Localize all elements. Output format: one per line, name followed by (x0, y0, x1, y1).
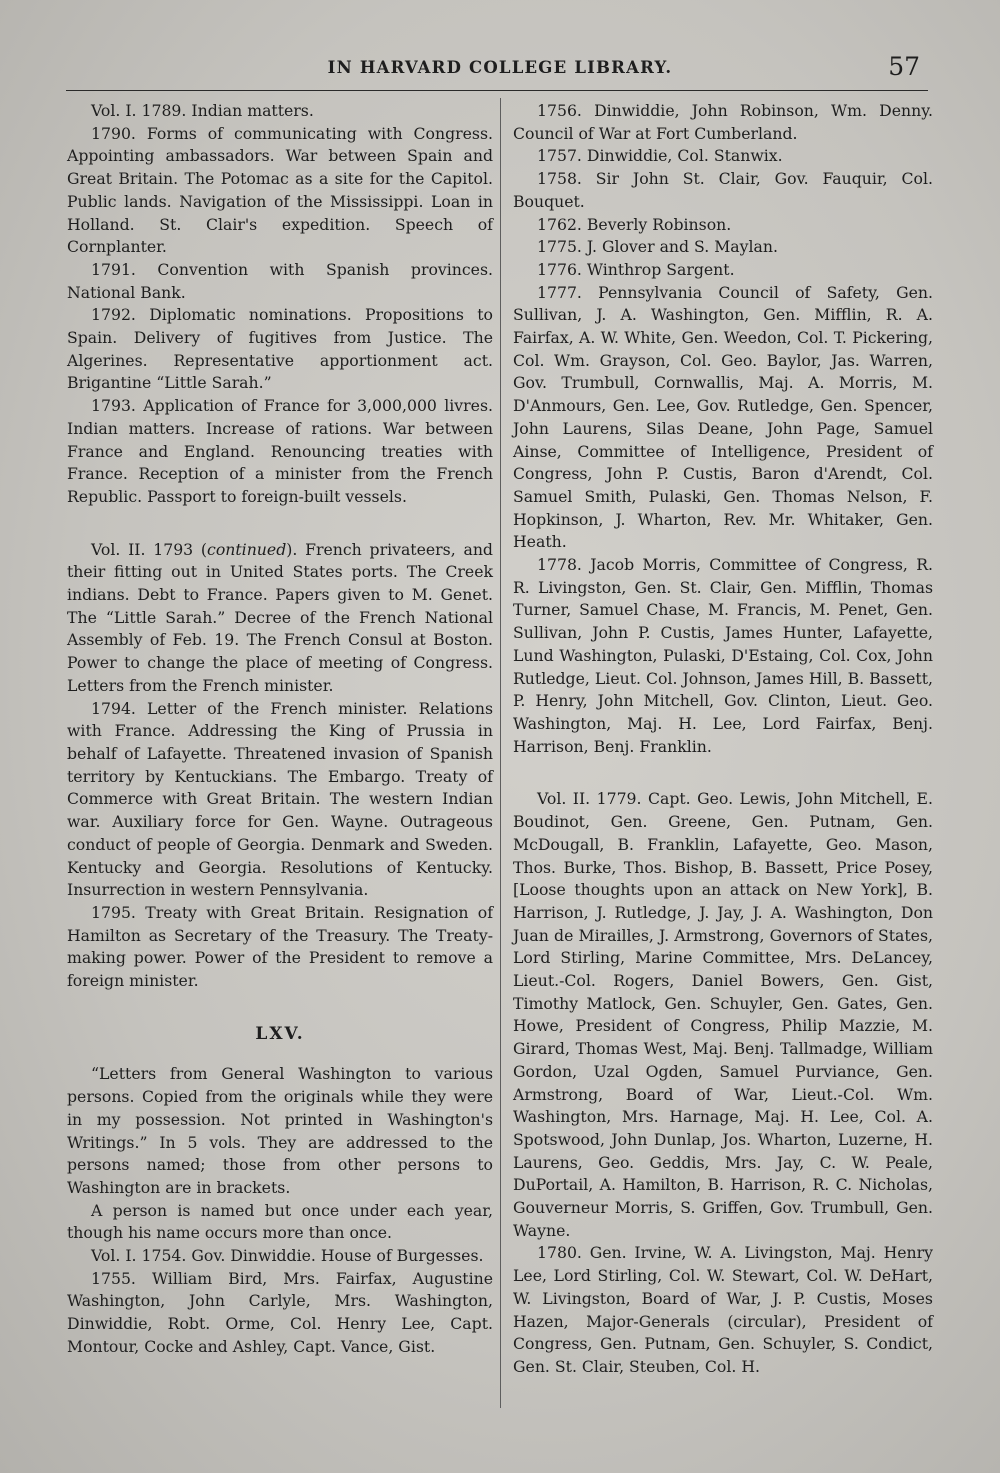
paragraph: 1793. Application of France for 3,000,000 livres. Indian matters. Increase of rations. War between France and England. Renouncing treaties with France. Reception of a minister from the French Republic. Passport to foreign-built vessels. (67, 396, 493, 506)
paragraph: 1790. Forms of communicating with Congress. Appointing ambassadors. War between Spain and Great Britain. The Potomac as a site for the Capitol. Public lands. Navigation of the Mississippi. Loan in Holland. St. Clair's expedition. Speech of Cornplanter. (67, 123, 493, 257)
running-head: IN HARVARD COLLEGE LIBRARY. (327, 58, 673, 77)
paragraph: 1780. Gen. Irvine, W. A. Livingston, Maj. Henry Lee, Lord Stirling, Col. W. Stewart, Col. W. DeHart, W. Livingston, Board of War, J. P. Custis, Moses Hazen, Major-Generals (circular), President of Congress, Gen. Putnam, Gen. Schuyler, S. Condict, Gen. St. Clair, Steuben, Col. H. (513, 1243, 933, 1376)
paragraph: 1755. William Bird, Mrs. Fairfax, Augustine Washington, John Carlyle, Mrs. Washington, Dinwiddie, Robt. Orme, Col. Henry Lee, Capt. Montour, Cocke and Ashley, Capt. Vance, Gist. (67, 1268, 493, 1356)
page-header (60, 52, 940, 86)
paragraph: 1762. Beverly Robinson. (537, 214, 732, 234)
paragraph (67, 539, 493, 698)
text-run: Vol. II. 1793 ( (91, 539, 208, 559)
spacer (67, 509, 493, 539)
paragraph: 1775. J. Glover and S. Maylan. (537, 237, 778, 257)
text-run: ). French privateers, and their fitting out in United States ports. The Creek indians. Debt to France. Papers given to M. Genet. The “Little Sarah.” Decree of the French National Assembly of Feb. 19. The French Consul at Boston. Power to change the place of meeting of Congress. Letters from the French minister. (67, 539, 493, 695)
paragraph: Vol. II. 1779. Capt. Geo. Lewis, John Mitchell, E. Boudinot, Gen. Greene, Gen. Putnam, Gen. McDougall, B. Franklin, Lafayette, Geo. Mason, Thos. Burke, Thos. Bishop, B. Bassett, Price Posey, [Loose thoughts upon an attack on New York], B. Harrison, J. Rutledge, J. Jay, J. A. Washington, Don Juan de Mirailles, J. Armstrong, Governors of States, Lord Stirling, Marine Committee, Mrs. DeLancey, Lieut.-Col. Rogers, Daniel Bowers, Gen. Gist, Timothy Matlock, Gen. Schuyler, Gen. Gates, Gen. Howe, President of Congress, Philip Mazzie, M. Girard, Thomas West, Maj. Benj. Tallmadge, William Gordon, Uzal Ogden, Samuel Purviance, Gen. Armstrong, Board of War, Lieut.-Col. Wm. Washington, Mrs. Harnage, Maj. H. Lee, Col. A. Spotswood, John Dunlap, Jos. Wharton, Luzerne, H. Laurens, Geo. Geddis, Mrs. Jay, C. W. Peale, DuPortail, A. Hamilton, B. Harrison, R. C. Nicholas, Gouverneur Morris, S. Griffen, Gov. Trumbull, Gen. Wayne. (513, 789, 933, 1240)
paragraph: Vol. I. 1789. Indian matters. (91, 101, 314, 120)
paragraph: 1776. Winthrop Sargent. (537, 259, 735, 279)
paragraph: 1791. Convention with Spanish provinces. National Bank. (67, 259, 493, 302)
right-column (513, 100, 933, 1379)
page-number: 57 (888, 52, 920, 81)
paragraph: 1756. Dinwiddie, John Robinson, Wm. Denny. Council of War at Fort Cumberland. (513, 101, 933, 143)
italic-text: continued (207, 539, 287, 559)
paragraph: 1792. Diplomatic nominations. Propositions to Spain. Delivery of fugitives from Justice. The Algerines. Representative apportionment act. Brigantine “Little Sarah.” (67, 305, 493, 393)
left-column (67, 100, 493, 1359)
paragraph: 1757. Dinwiddie, Col. Stanwix. (537, 146, 783, 166)
paragraph: Vol. I. 1754. Gov. Dinwiddie. House of Burgesses. (91, 1246, 484, 1266)
paragraph: 1778. Jacob Morris, Committee of Congress, R. R. Livingston, Gen. St. Clair, Gen. Mifflin, Thomas Turner, Samuel Chase, M. Francis, M. Penet, Gen. Sullivan, John P. Custis, James Hunter, Lafayette, Lund Washington, Pulaski, D'Estaing, Col. Cox, John Rutledge, Lieut. Col. Johnson, James Hill, B. Bassett, P. Henry, John Mitchell, Gov. Clinton, Lieut. Geo. Washington, Maj. H. Lee, Lord Fairfax, Benj. Harrison, Benj. Franklin. (513, 555, 933, 756)
paragraph: 1777. Pennsylvania Council of Safety, Gen. Sullivan, J. A. Washington, Gen. Mifflin, R. A. Fairfax, A. W. White, Gen. Weedon, Col. T. Pickering, Col. Wm. Grayson, Col. Geo. Baylor, Jas. Warren, Gov. Trumbull, Cornwallis, Maj. A. Morris, M. D'Anmours, Gen. Lee, Gov. Rutledge, Gen. Spencer, John Laurens, Silas Deane, John Page, Samuel Ainse, Committee of Intelligence, President of Congress, John P. Custis, Baron d'Arendt, Col. Samuel Smith, Pulaski, Gen. Thomas Nelson, F. Hopkinson, J. Wharton, Rev. Mr. Whitaker, Gen. Heath. (513, 282, 933, 552)
paragraph: 1794. Letter of the French minister. Relations with France. Addressing the King of Prussia in behalf of Lafayette. Threatened invasion of Spanish territory by Kentuckians. The Embargo. Treaty of Commerce with Great Britain. The western Indian war. Auxiliary force for Gen. Wayne. Outrageous conduct of people of Georgia. Denmark and Sweden. Kentucky and Georgia. Resolutions of Kentucky. Insurrection in western Pennsylvania. (67, 698, 493, 900)
paragraph: A person is named but once under each year, though his name occurs more than once. (67, 1200, 493, 1243)
paragraph: 1758. Sir John St. Clair, Gov. Fauquir, Col. Bouquet. (513, 169, 933, 211)
spacer (513, 758, 933, 788)
paragraph: 1795. Treaty with Great Britain. Resignation of Hamilton as Secretary of the Treasury. The Treaty-making power. Power of the President to remove a foreign minister. (67, 902, 493, 991)
section-heading: LXV. (255, 1023, 305, 1044)
header-rule (66, 90, 928, 91)
paragraph: “Letters from General Washington to various persons. Copied from the originals while they were in my possession. Not printed in Washington's Writings.” In 5 vols. They are addressed to the persons named; those from other persons to Washington are in brackets. (67, 1064, 493, 1197)
column-divider (500, 98, 501, 1408)
